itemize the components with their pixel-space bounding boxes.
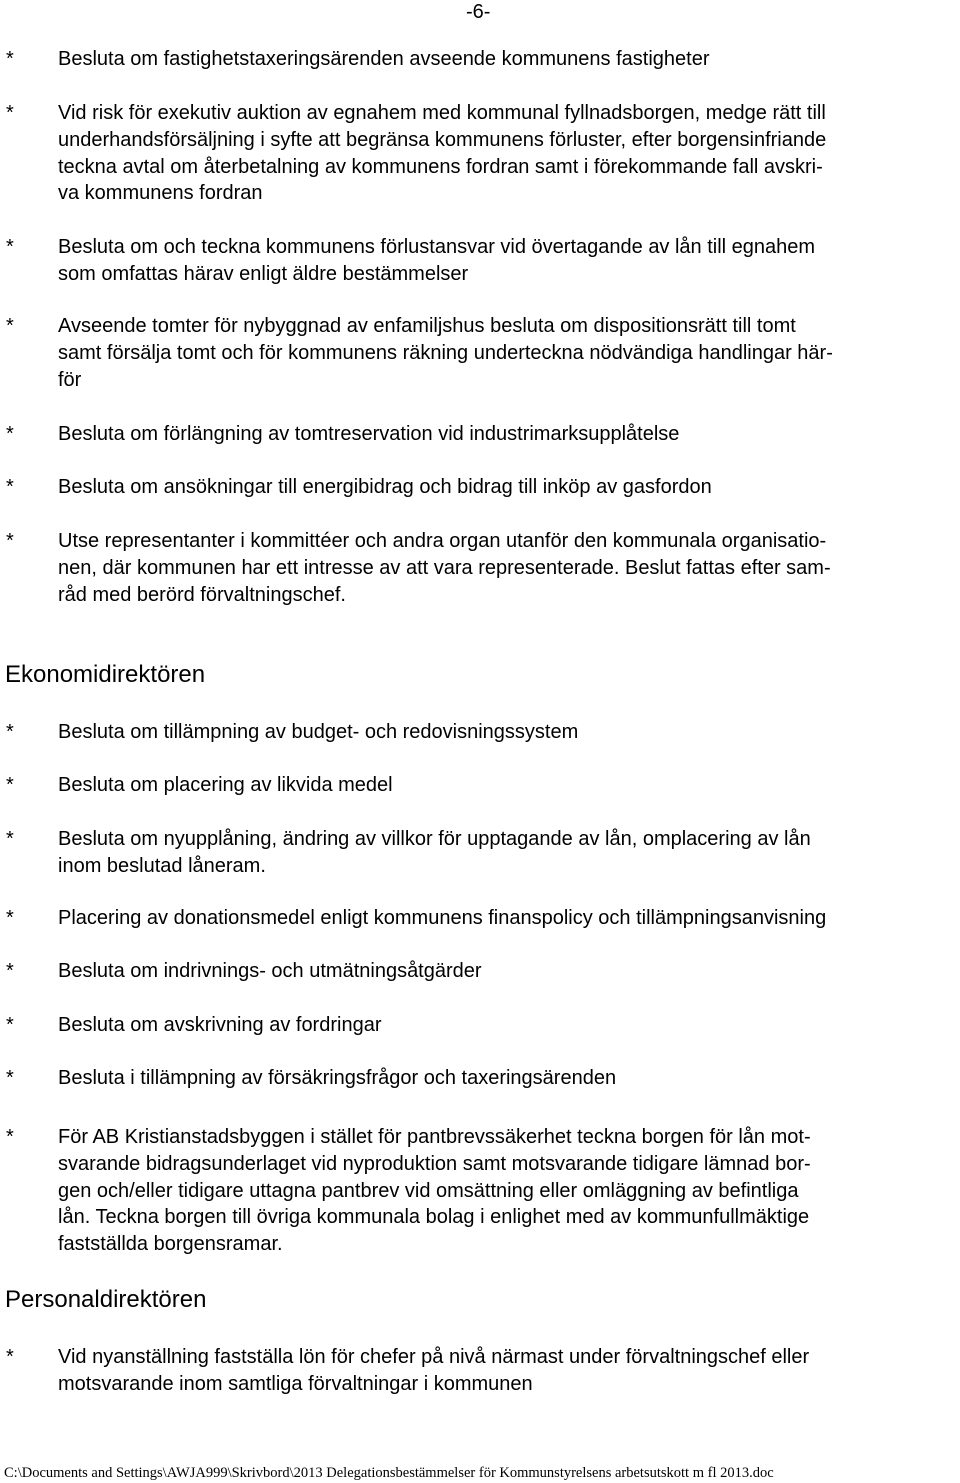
item-line: svarande bidragsunderlaget vid nyproduktion samt motsvarande tidigare lämnad bor- (58, 1152, 811, 1175)
item-line: Vid risk för exekutiv auktion av egnahem med kommunal fyllnadsborgen, medge rätt till (58, 102, 826, 124)
item-line: motsvarande inom samtliga förvaltningar i kommunen (58, 1372, 533, 1395)
bullet: * (6, 530, 14, 552)
item-line: Besluta om indrivnings- och utmätningsåtgärder (58, 960, 482, 982)
bullet: * (6, 721, 14, 743)
item-line: samt försälja tomt och för kommunens räkning underteckna nödvändiga handlingar här- (58, 341, 833, 364)
item-line: för (58, 368, 82, 391)
list-item (0, 474, 948, 501)
footer-file-path: C:\Documents and Settings\AWJA999\Skrivbord\2013 Delegationsbestämmelser för Kommunstyrelsens arbetsutskott m fl 2013.doc (4, 1465, 774, 1481)
list-item (0, 421, 948, 448)
list-item (0, 1124, 948, 1258)
item-line: fastställda borgensramar. (58, 1233, 283, 1256)
bullet: * (6, 102, 14, 124)
bullet: * (6, 48, 14, 70)
list-item (0, 1065, 948, 1092)
list-item (0, 1344, 948, 1398)
item-line: underhandsförsäljning i syfte att begränsa kommunens förluster, efter borgensinfriande (58, 128, 827, 151)
item-line: nen, där kommunen har ett intresse av att vara representerade. Beslut fattas efter sam- (58, 556, 831, 579)
bullet: * (6, 1126, 14, 1148)
list-item (0, 100, 948, 207)
bullet: * (6, 1346, 14, 1368)
list-item (0, 958, 948, 985)
item-line: För AB Kristianstadsbyggen i stället för pantbrevssäkerhet teckna borgen för lån mot- (58, 1126, 811, 1148)
item-line: råd med berörd förvaltningschef. (58, 583, 346, 606)
list-item (0, 234, 948, 288)
list-item (0, 313, 948, 393)
item-line: teckna avtal om återbetalning av kommunens fordran samt i förekommande fall avskri- (58, 155, 823, 178)
bullet: * (6, 1014, 14, 1036)
list-item (0, 719, 948, 746)
item-line: Vid nyanställning fastställa lön för chefer på nivå närmast under förvaltningschef eller (58, 1346, 810, 1368)
bullet: * (6, 960, 14, 982)
list-item (0, 1012, 948, 1039)
item-line: Besluta i tillämpning av försäkringsfrågor och taxeringsärenden (58, 1067, 617, 1089)
bullet: * (6, 423, 14, 445)
page-number: -6- (466, 1, 491, 23)
item-line: inom beslutad låneram. (58, 854, 266, 877)
item-line: som omfattas härav enligt äldre bestämmelser (58, 262, 469, 285)
item-line: Besluta om tillämpning av budget- och redovisningssystem (58, 721, 579, 743)
list-item (0, 772, 948, 799)
list-item (0, 826, 948, 880)
bullet: * (6, 1067, 14, 1089)
item-line: Besluta om fastighetstaxeringsärenden avseende kommunens fastigheter (58, 48, 710, 70)
item-line: va kommunens fordran (58, 182, 263, 205)
list-item (0, 905, 948, 932)
item-line: Besluta om förlängning av tomtreservation vid industrimarksupplåtelse (58, 423, 680, 445)
item-line: Besluta om placering av likvida medel (58, 774, 393, 796)
list-item (0, 46, 948, 73)
bullet: * (6, 907, 14, 929)
item-line: lån. Teckna borgen till övriga kommunala bolag i enlighet med av kommunfullmäktige (58, 1206, 810, 1229)
item-line: Besluta om ansökningar till energibidrag och bidrag till inköp av gasfordon (58, 476, 712, 498)
item-line: gen och/eller tidigare uttagna pantbrev vid omsättning eller omläggning av befintliga (58, 1179, 799, 1202)
item-line: Avseende tomter för nybyggnad av enfamiljshus besluta om dispositionsrätt till tomt (58, 315, 796, 337)
bullet: * (6, 774, 14, 796)
bullet: * (6, 236, 14, 258)
item-line: Besluta om avskrivning av fordringar (58, 1014, 382, 1036)
item-line: Besluta om och teckna kommunens förlustansvar vid övertagande av lån till egnahem (58, 236, 816, 258)
list-item (0, 528, 948, 608)
item-line: Utse representanter i kommittéer och andra organ utanför den kommunala organisatio- (58, 530, 827, 552)
bullet: * (6, 315, 14, 337)
section-heading-personaldirektoren: Personaldirektören (5, 1286, 207, 1313)
item-line: Placering av donationsmedel enligt kommunens finanspolicy och tillämpningsanvisning (58, 907, 827, 929)
section-heading-ekonomidirektoren: Ekonomidirektören (5, 661, 206, 688)
item-line: Besluta om nyupplåning, ändring av villkor för upptagande av lån, omplacering av lån (58, 828, 811, 850)
bullet: * (6, 476, 14, 498)
bullet: * (6, 828, 14, 850)
